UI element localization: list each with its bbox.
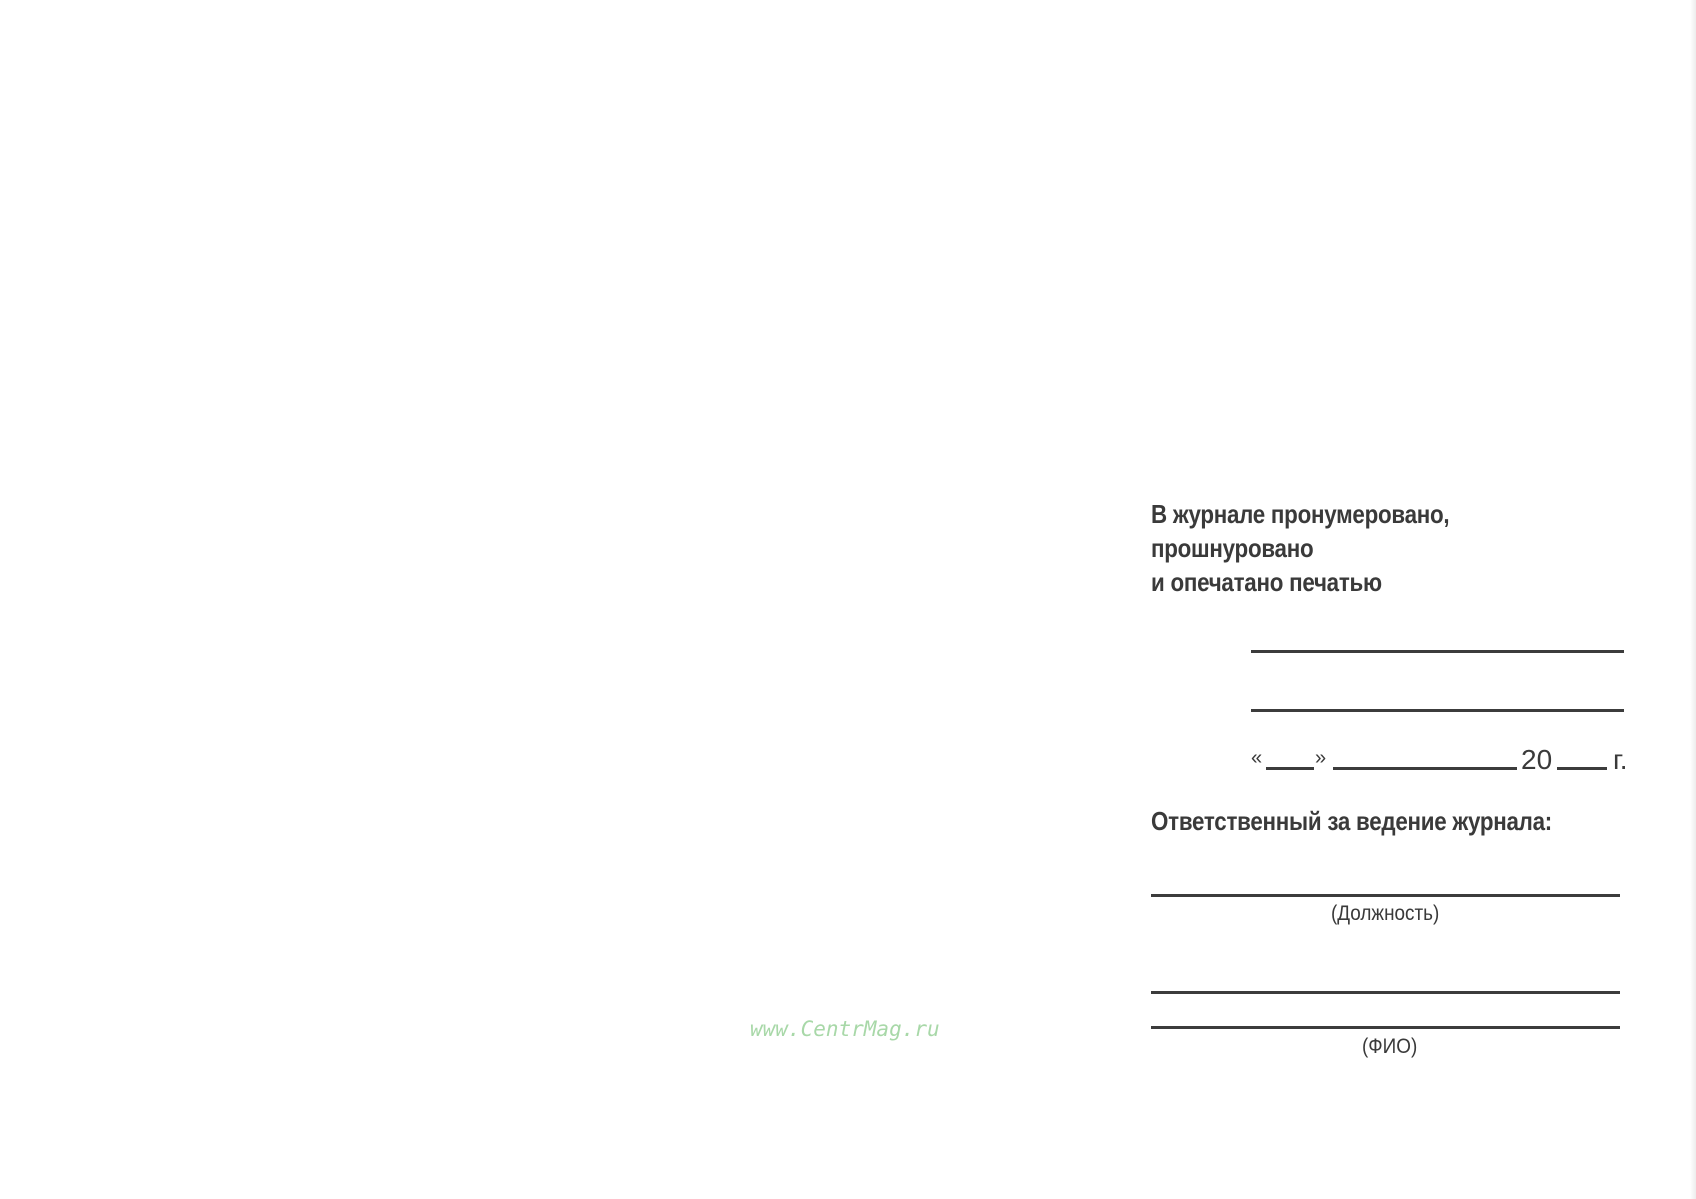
heading-line-1: В журнале пронумеровано,: [1151, 499, 1450, 529]
seal-line[interactable]: [1251, 709, 1624, 712]
date-open-quote: «: [1251, 747, 1263, 769]
day-blank[interactable]: [1266, 767, 1314, 770]
pages-count-line[interactable]: [1251, 650, 1624, 653]
name-caption: (ФИО): [1362, 1035, 1418, 1058]
position-line[interactable]: [1151, 894, 1620, 897]
year-suffix: г.: [1613, 744, 1628, 775]
heading-line-3: и опечатано печатью: [1151, 567, 1382, 597]
name-line-1[interactable]: [1151, 991, 1620, 994]
year-blank[interactable]: [1557, 767, 1607, 770]
position-caption: (Должность): [1331, 902, 1440, 925]
numbering-statement: [1151, 497, 1449, 599]
name-line-2[interactable]: [1151, 1026, 1620, 1029]
date-close-quote: »: [1315, 747, 1327, 769]
month-blank[interactable]: [1333, 767, 1517, 770]
date-row: [1251, 740, 1631, 780]
responsible-label: Ответственный за ведение журнала:: [1151, 806, 1552, 836]
page-edge-shadow: [1690, 0, 1696, 1199]
year-prefix: 20: [1521, 744, 1553, 775]
heading-line-2: прошнуровано: [1151, 533, 1314, 563]
site-watermark: www.CentrMag.ru: [750, 1017, 940, 1041]
